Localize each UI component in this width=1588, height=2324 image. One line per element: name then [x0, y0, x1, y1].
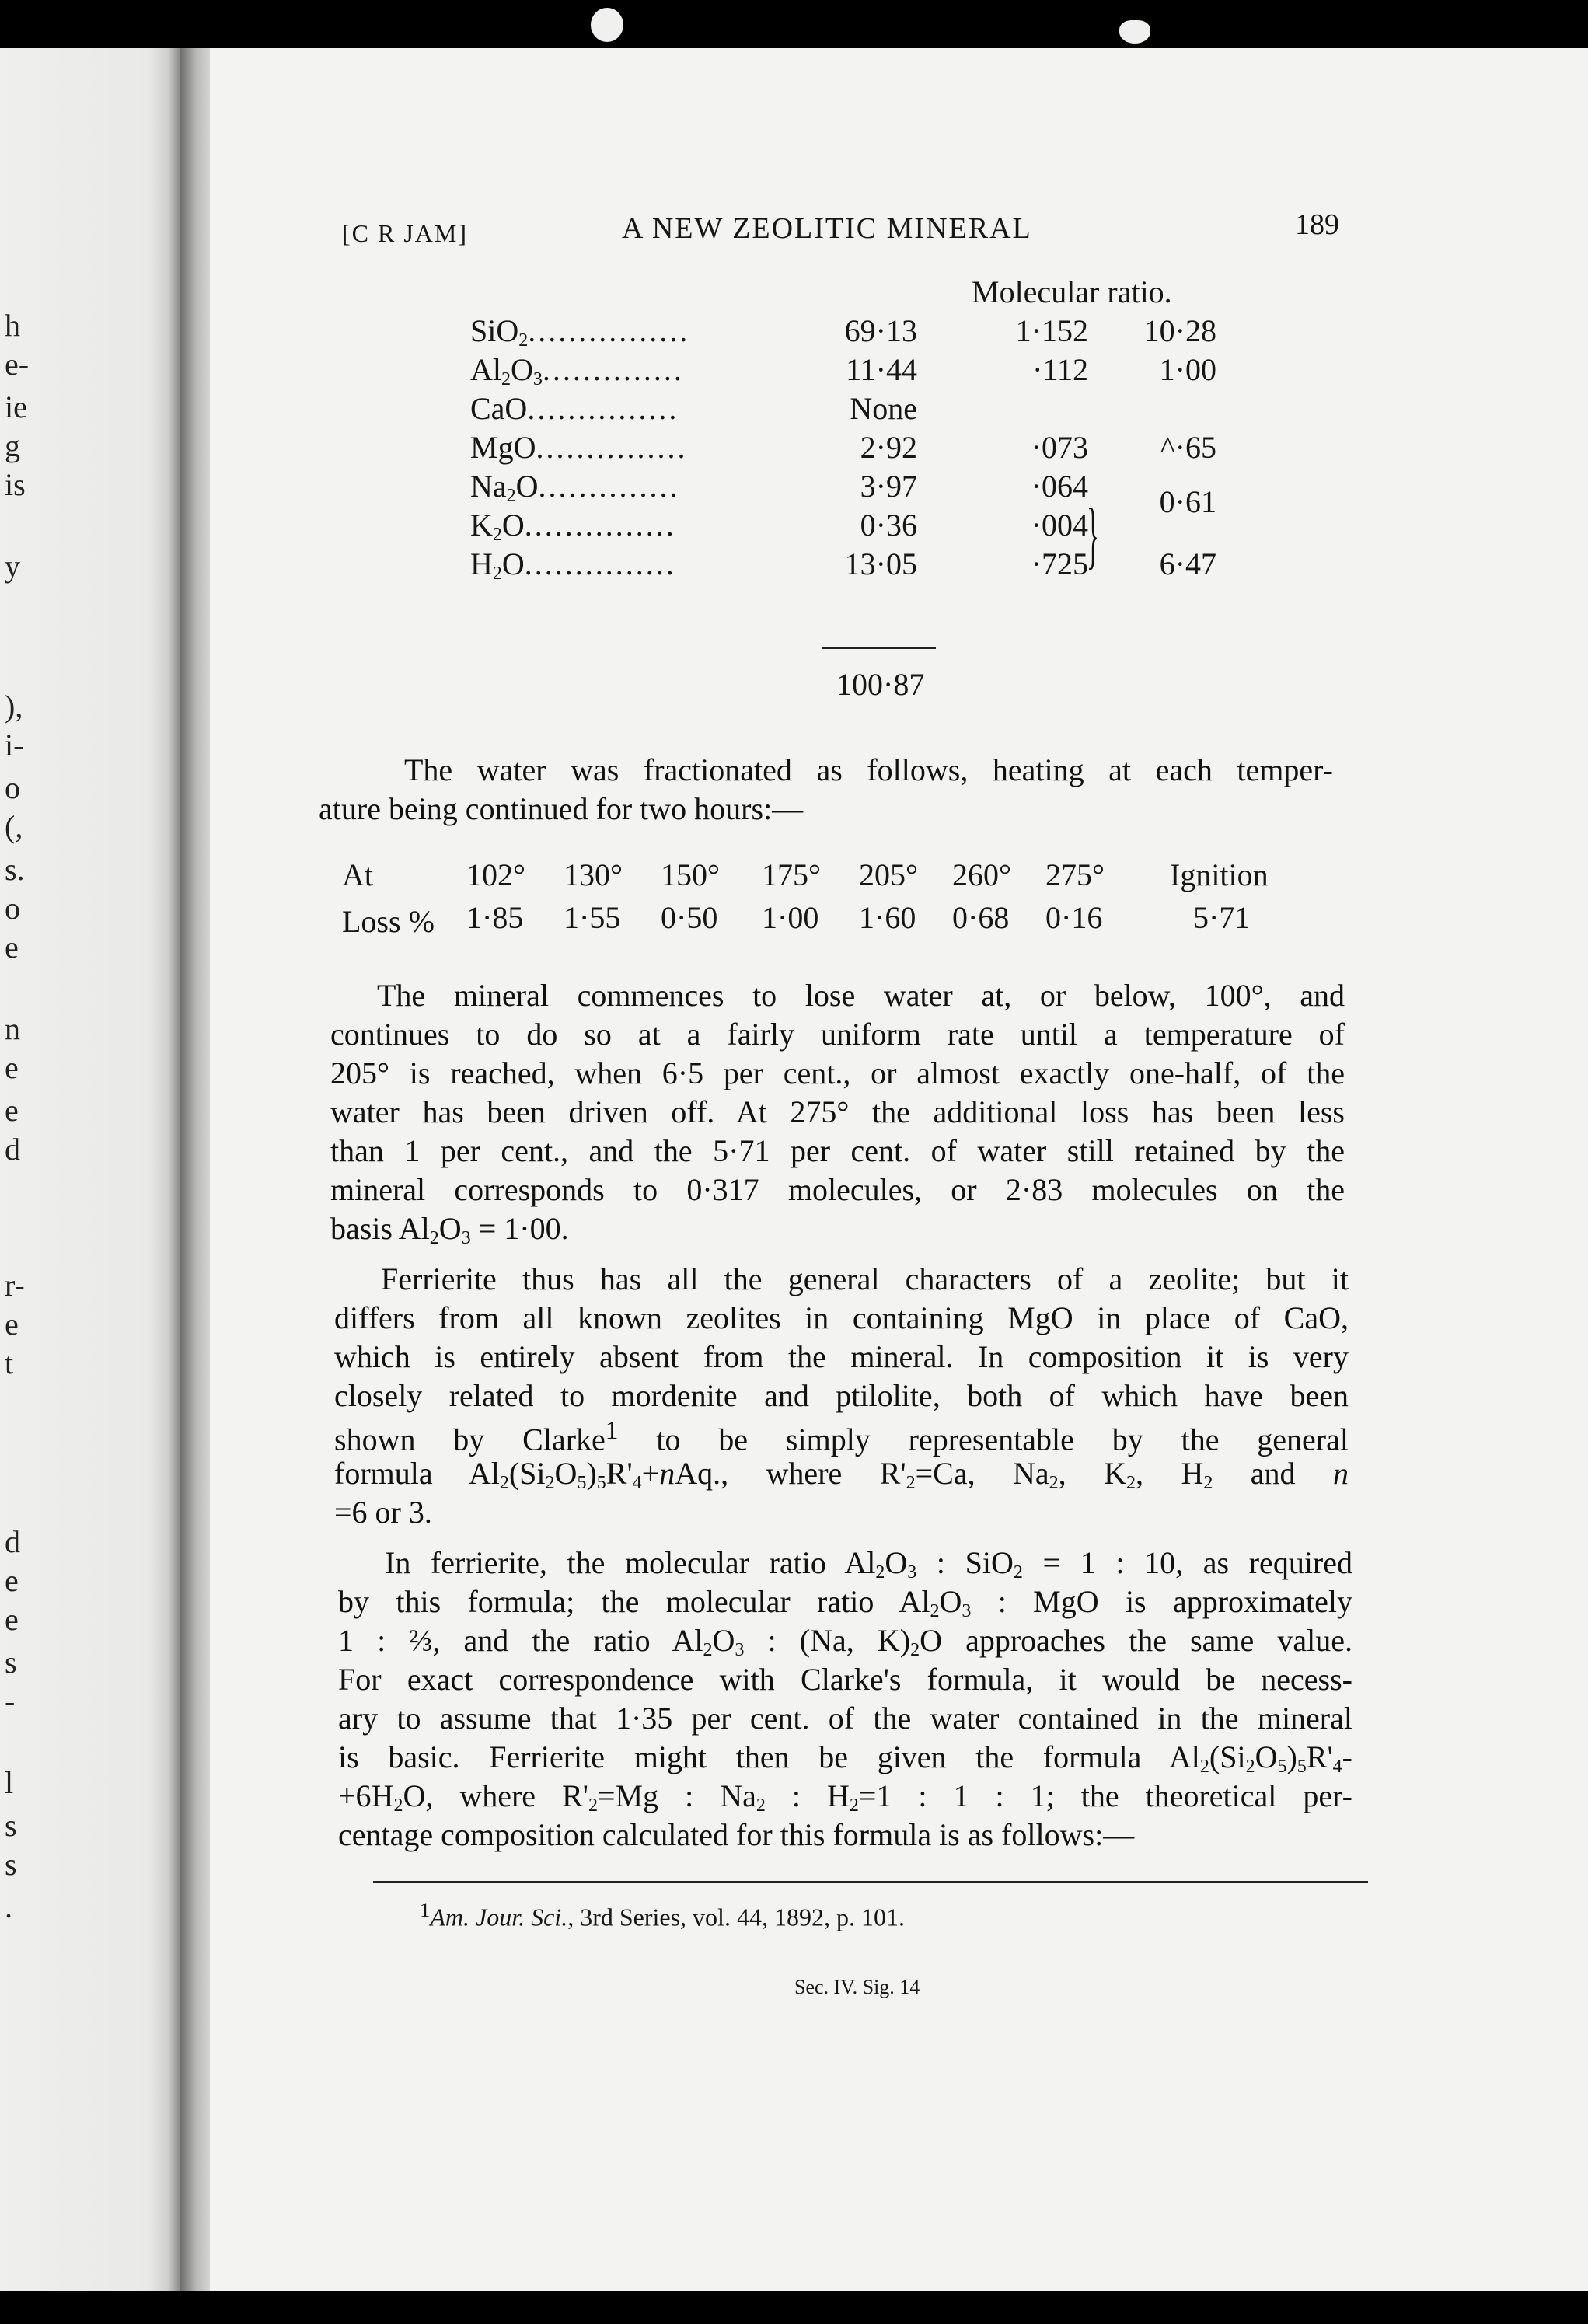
temperature-cell: 260°: [952, 857, 1011, 892]
footnote-rule: [373, 1881, 1368, 1883]
text-line: by this formula; the molecular ratio $Al_2O_3$ : MgO is approximately: [338, 1584, 1353, 1621]
weight-percent: 3·97: [860, 469, 917, 504]
text-line: formula $Al_2(Si_2O_5)_5R'_4+nAq$., where $R'_2=Ca$, $Na_2$, $K_2$, $H_2$ and n: [334, 1456, 1349, 1493]
signature-mark: Sec. IV. Sig. 14: [794, 1976, 920, 1998]
left-page-fragment: d: [5, 1132, 20, 1167]
page-number: 189: [1295, 208, 1339, 241]
scan-mark-top-right: [1119, 20, 1150, 44]
left-page-fragment: ),: [5, 689, 23, 724]
compound-label: CaO...............: [470, 391, 679, 426]
text-line: basis $Al_2O_3 = 1\cdot 00$.: [330, 1211, 569, 1248]
text-line: The mineral commences to lose water at, or below, 100°, and: [377, 978, 1345, 1013]
molecular-ratio-header: Molecular ratio.: [972, 274, 1172, 309]
temperature-cell: 275°: [1045, 857, 1105, 892]
text-line: $+6H_2O$, where $R'_2=Mg$ : $Na_2$ : $H_2=1$ : 1 : 1; the theoretical per-: [338, 1778, 1352, 1816]
left-page-fragment: e: [5, 1602, 19, 1637]
loss-cell: 1·60: [859, 900, 916, 935]
text-line: is basic. Ferrierite might then be given the formula $Al_2(Si_2O_5)_5R'_4-$: [338, 1740, 1352, 1777]
page-189: [210, 48, 1588, 2291]
left-page-fragment: s: [5, 1847, 17, 1882]
text-line: Ferrierite thus has all the general characters of a zeolite; but it: [381, 1261, 1349, 1296]
molecular-ratio: ·073: [1031, 430, 1088, 465]
left-page-fragment: e: [5, 1307, 19, 1342]
weight-percent: 69·13: [844, 313, 917, 348]
molecular-ratio: ·064: [1031, 469, 1088, 504]
temperature-cell: 205°: [859, 857, 918, 892]
compound-label: $K_2O$...............: [470, 508, 676, 545]
text-line: differs from all known zeolites in containing MgO in place of CaO,: [334, 1300, 1349, 1335]
analysis-total: 100·87: [836, 667, 925, 702]
left-page-fragment: e: [5, 1050, 19, 1085]
left-page-fragment: e: [5, 930, 19, 965]
text-line: The water was fractionated as follows, heating at each temper-: [404, 752, 1333, 787]
text-line: centage composition calculated for this formula is as follows:—: [338, 1817, 1135, 1852]
left-page-fragment: d: [5, 1524, 20, 1559]
text-line: than 1 per cent., and the 5·71 per cent. of water still retained by the: [330, 1133, 1345, 1168]
footnote: $^1$Am. Jour. Sci., 3rd Series, vol. 44, 1892, p. 101.: [420, 1898, 905, 1931]
text-line: closely related to mordenite and ptilolite, both of which have been: [334, 1378, 1349, 1413]
ratio-to-alumina: ^·65: [1160, 430, 1216, 465]
loss-row-label: Loss %: [342, 904, 435, 939]
weight-percent: 2·92: [860, 430, 917, 465]
left-page-fragment: s.: [5, 852, 25, 887]
loss-cell: 0·16: [1045, 900, 1103, 935]
left-page-fragment: ie: [5, 389, 27, 424]
text-line: In ferrierite, the molecular ratio $Al_2O_3$ : SiO$_2$ = 1 : 10, as required: [385, 1545, 1353, 1582]
left-page-fragment: o: [5, 891, 20, 926]
left-page-fragment: l: [5, 1765, 14, 1800]
left-page-fragment: r-: [5, 1268, 25, 1303]
left-page-fragment: n: [5, 1011, 20, 1046]
weight-percent: 0·36: [860, 508, 917, 543]
temperature-cell: 150°: [661, 857, 720, 892]
molecular-ratio: ·725: [1031, 546, 1088, 581]
left-page-fragment: o: [5, 770, 20, 805]
weight-percent: None: [850, 391, 917, 426]
text-line: 205° is reached, when 6·5 per cent., or almost exactly one-half, of the: [330, 1056, 1345, 1090]
molecular-ratio: ·112: [1032, 352, 1088, 387]
left-page-fragment: g: [5, 428, 20, 463]
loss-cell: 0·50: [661, 900, 718, 935]
text-line: shown by Clarke$^1$ to be simply representable by the general: [334, 1416, 1349, 1457]
compound-label: $Al_2O_3$..............: [470, 352, 684, 389]
left-page-fragment: (,: [5, 809, 23, 844]
left-page-fragment: t: [5, 1345, 14, 1380]
molecular-ratio: ·004: [1031, 508, 1088, 543]
compound-label: $H_2O$...............: [470, 546, 676, 584]
left-page-fragment: i-: [5, 728, 24, 762]
temperature-cell: Ignition: [1170, 857, 1269, 892]
ratio-to-alumina: 0·61: [1159, 484, 1216, 519]
text-line: ary to assume that 1·35 per cent. of the water contained in the mineral: [338, 1701, 1352, 1736]
ratio-to-alumina: 10·28: [1143, 313, 1216, 348]
temperature-cell: 102°: [466, 857, 525, 892]
text-line: 1 : ⅔, and the ratio $Al_2O_3$ : (Na, $K)_2O$ approaches the same value.: [338, 1623, 1353, 1660]
compound-label: MgO...............: [470, 430, 688, 465]
temperature-cell: 130°: [564, 857, 623, 892]
left-page-fragment: -: [5, 1684, 16, 1719]
text-line: mineral corresponds to 0·317 molecules, or 2·83 molecules on the: [330, 1172, 1345, 1207]
compound-label: $Na_2O$..............: [470, 469, 680, 506]
text-line: continues to do so at a fairly uniform rate until a temperature of: [330, 1017, 1345, 1052]
text-line: water has been driven off. At 275° the additional loss has been less: [330, 1094, 1345, 1129]
weight-percent: 13·05: [844, 546, 917, 581]
text-line: =6 or 3.: [334, 1495, 432, 1530]
left-page-fragment: .: [5, 1890, 12, 1924]
scan-mark-top-left: [591, 8, 623, 42]
loss-cell: 0·68: [952, 900, 1010, 935]
ratio-to-alumina: 6·47: [1159, 546, 1216, 581]
molecular-ratio: 1·152: [1015, 313, 1088, 348]
loss-cell: 1·55: [564, 900, 621, 935]
facing-page-left: [0, 48, 180, 2291]
left-page-fragment: s: [5, 1645, 17, 1680]
left-page-fragment: s: [5, 1808, 17, 1843]
loss-cell: 5·71: [1193, 900, 1251, 935]
temperature-row-label: At: [342, 857, 373, 892]
text-line: which is entirely absent from the mineral. In composition it is very: [334, 1339, 1349, 1374]
loss-cell: 1·85: [466, 900, 524, 935]
text-line: For exact correspondence with Clarke's formula, it would be necess-: [338, 1662, 1352, 1697]
left-page-fragment: e: [5, 1563, 19, 1598]
running-head-left: [C R JAM]: [342, 219, 469, 247]
running-title: A NEW ZEOLITIC MINERAL: [622, 212, 1032, 245]
weight-percent: 11·44: [846, 352, 917, 387]
loss-cell: 1·00: [762, 900, 819, 935]
text-line: ature being continued for two hours:—: [319, 791, 804, 826]
bracket-na-k: }: [1087, 493, 1100, 576]
compound-label: SiO$_2$................: [470, 313, 690, 351]
left-page-fragment: h: [5, 308, 20, 343]
total-rule: [822, 647, 936, 649]
left-page-fragment: is: [5, 467, 26, 502]
temperature-cell: 175°: [762, 857, 821, 892]
left-page-fragment: y: [5, 549, 20, 584]
ratio-to-alumina: 1·00: [1159, 352, 1216, 387]
left-page-fragment: e: [5, 1093, 19, 1128]
left-page-fragment: e-: [5, 347, 30, 382]
